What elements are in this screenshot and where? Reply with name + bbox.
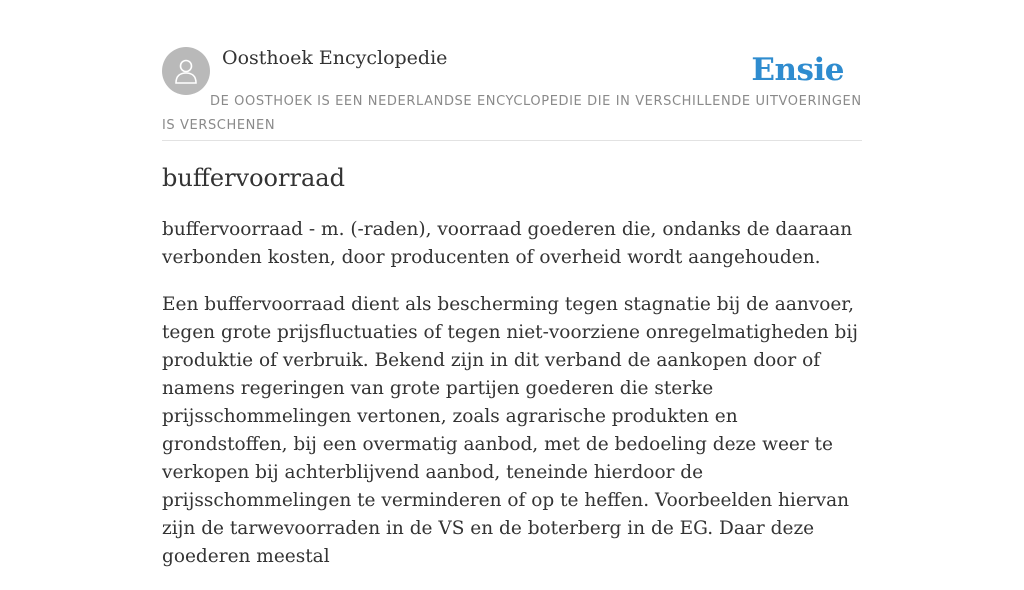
entry-title: buffervoorraad xyxy=(162,164,345,192)
source-name[interactable]: Oosthoek Encyclopedie xyxy=(222,47,448,69)
source-avatar[interactable] xyxy=(162,47,210,95)
source-header xyxy=(162,46,862,141)
source-description: DE OOSTHOEK IS EEN NEDERLANDSE ENCYCLOPEDIE DIE IN VERSCHILLENDE UITVOERINGEN IS VERSCHENEN xyxy=(162,94,862,133)
entry-paragraph: Een buffervoorraad dient als bescherming tegen stagnatie bij de aanvoer, tegen grote prijsfluctuaties of tegen niet-voorziene onregelmatigheden bij produktie of verbruik. Bekend zijn in dit verband de aankopen door of namens regeringen van grote partijen goederen die sterke prijsschommelingen vertonen, zoals agrarische produkten en grondstoffen, bij een overmatig aanbod, met de bedoeling deze weer te verkopen bij achterblijvend aanbod, teneinde hierdoor de prijsschommelingen te verminderen of op te heffen. Voorbeelden hiervan zijn de tarwevoorraden in de VS en de boterberg in de EG. Daar deze goederen meestal xyxy=(162,294,859,567)
user-silhouette-icon xyxy=(171,56,201,86)
brand-logo[interactable]: Ensie xyxy=(751,52,844,88)
entry-content xyxy=(162,216,862,590)
entry-paragraph: buffervoorraad - m. (-raden), voorraad goederen die, ondanks de daaraan verbonden kosten, door producenten of overheid wordt aangehouden. xyxy=(162,219,853,268)
